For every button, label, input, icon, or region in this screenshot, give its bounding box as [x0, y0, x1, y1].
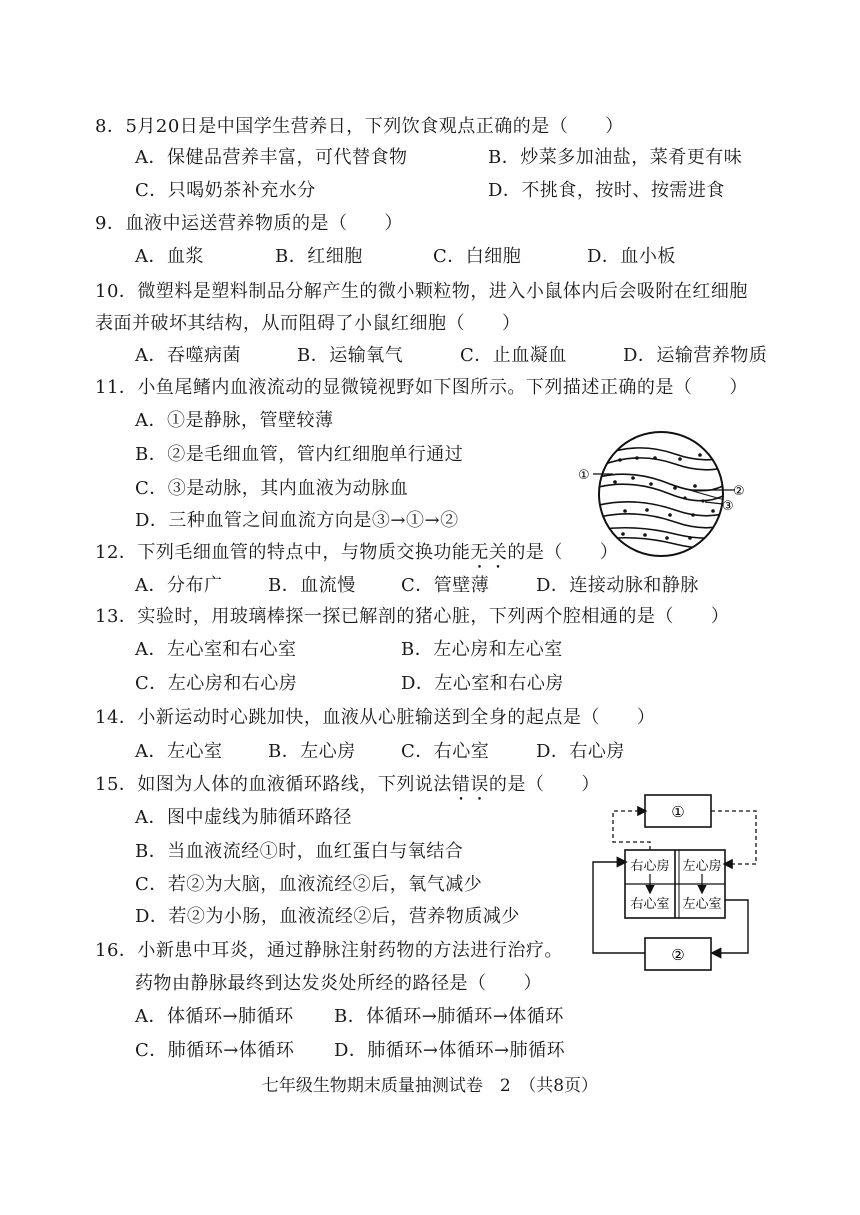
q9-option-d: D．血小板 [587, 246, 676, 267]
q9-option-a: A．血浆 [135, 246, 204, 267]
q9-option-c: C．白细胞 [433, 246, 522, 267]
q12-option-a: A．分布广 [135, 575, 223, 596]
q8-option-d: D．不挑食，按时、按需进食 [488, 180, 725, 201]
q10-option-d: D．运输营养物质 [623, 345, 768, 366]
question-14-stem: 14．小新运动时心跳加快，血液从心脏输送到全身的起点是（ ） [95, 707, 656, 728]
q14-option-c: C．右心室 [401, 741, 490, 762]
q14-option-b: B．左心房 [268, 741, 356, 762]
q16-option-d: D．肺循环→体循环→肺循环 [334, 1040, 566, 1061]
question-13-stem: 13．实验时，用玻璃棒探一探已解剖的猪心脏，下列两个腔相通的是（ ） [95, 606, 730, 627]
right-atrium-label: 右心房 [630, 859, 670, 874]
q16-option-a: A．体循环→肺循环 [135, 1006, 294, 1027]
q11-option-c: C．③是动脉，其内血液为动脉血 [135, 478, 409, 499]
label-1: ① [578, 468, 590, 483]
q8-option-c: C．只喝奶茶补充水分 [135, 180, 316, 201]
question-11-stem: 11．小鱼尾鳍内血液流动的显微镜视野如下图所示。下列描述正确的是（ ） [95, 377, 748, 398]
q13-option-d: D．左心室和右心房 [401, 673, 564, 694]
question-8-stem: 8．5月20日是中国学生营养日，下列饮食观点正确的是（ ） [95, 116, 624, 137]
q15-option-c: C．若②为大脑，血液流经②后，氧气减少 [135, 874, 483, 895]
q14-option-d: D．右心房 [536, 741, 625, 762]
q15-stem-emphasis: 错误 [451, 774, 489, 795]
question-10-stem-line1: 10．微塑料是塑料制品分解产生的微小颗粒物，进入小鼠体内后会吸附在红细胞 [95, 281, 748, 302]
q10-option-a: A．吞噬病菌 [135, 345, 241, 366]
q12-option-d: D．连接动脉和静脉 [536, 575, 699, 596]
q12-option-b: B．血流慢 [268, 575, 356, 596]
label-2: ② [733, 484, 745, 499]
q16-option-c: C．肺循环→体循环 [135, 1040, 295, 1061]
q15-option-b: B．当血液流经①时，血红蛋白与氧结合 [135, 841, 464, 862]
q11-option-a: A．①是静脉，管壁较薄 [135, 410, 334, 431]
question-16-stem-line2: 药物由静脉最终到达发炎处所经的路径是（ ） [135, 973, 542, 994]
q15-stem-after: 的是（ ） [488, 774, 600, 795]
blood-circulation-figure [588, 790, 768, 975]
right-ventricle-label: 右心室 [630, 897, 670, 912]
q10-option-c: C．止血凝血 [460, 345, 567, 366]
page-footer: 七年级生物期末质量抽测试卷 2 （共8页） [261, 1076, 599, 1096]
question-12-stem [95, 541, 618, 573]
q15-stem-before: 15．如图为人体的血液循环路线，下列说法 [95, 774, 452, 795]
q9-option-b: B．红细胞 [275, 246, 363, 267]
question-10-stem-line2: 表面并破坏其结构，从而阻碍了小鼠红细胞（ ） [95, 313, 521, 334]
q14-option-a: A．左心室 [135, 741, 223, 762]
q16-option-b: B．体循环→肺循环→体循环 [334, 1006, 564, 1027]
label-3: ③ [722, 499, 734, 514]
question-15-stem [95, 773, 600, 805]
q12-stem-emphasis: 无关 [470, 542, 508, 563]
q13-option-b: B．左心房和左心室 [401, 639, 563, 660]
q15-option-d: D．若②为小肠，血液流经②后，营养物质减少 [135, 906, 520, 927]
question-16-stem-line1: 16．小新患中耳炎，通过静脉注射药物的方法进行治疗。 [95, 940, 563, 961]
q8-option-a: A．保健品营养丰富，可代替食物 [135, 147, 408, 168]
q13-option-c: C．左心房和右心房 [135, 673, 298, 694]
q15-option-a: A．图中虚线为肺循环路径 [135, 807, 352, 828]
organ-box-1-label: ① [671, 803, 685, 821]
q12-option-c: C．管壁薄 [401, 575, 490, 596]
q12-stem-after: 的是（ ） [507, 542, 619, 563]
q11-option-d: D．三种血管之间血流方向是③→①→② [135, 510, 459, 531]
q11-option-b: B．②是毛细血管，管内红细胞单行通过 [135, 444, 464, 465]
organ-box-2-label: ② [671, 946, 685, 964]
question-9-stem: 9．血液中运送营养物质的是（ ） [95, 213, 403, 234]
left-ventricle-label: 左心室 [682, 897, 722, 912]
q12-stem-before: 12．下列毛细血管的特点中，与物质交换功能 [95, 542, 471, 563]
q8-option-b: B．炒菜多加油盐，菜肴更有味 [488, 147, 743, 168]
q13-option-a: A．左心室和右心室 [135, 639, 297, 660]
left-atrium-label: 左心房 [682, 859, 722, 874]
q10-option-b: B．运输氧气 [297, 345, 404, 366]
